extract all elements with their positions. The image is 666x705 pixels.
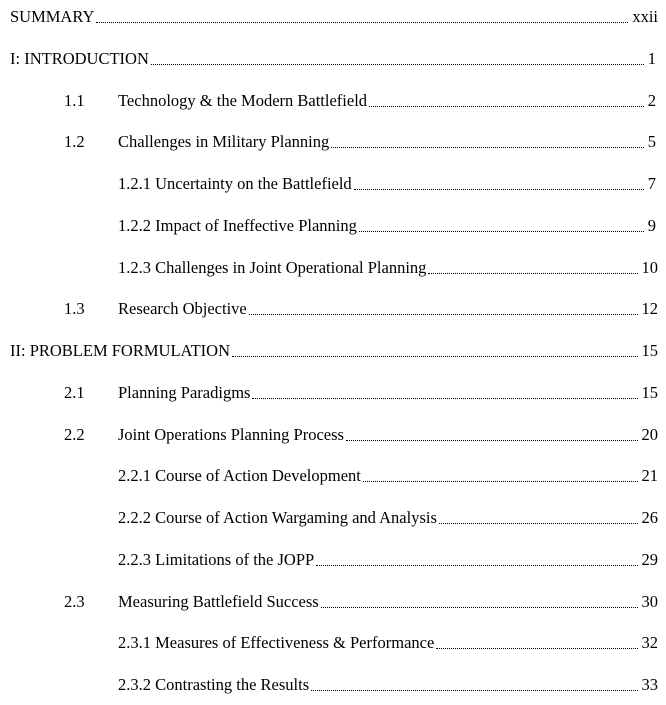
toc-entry-chapter-1[interactable] <box>0 48 666 70</box>
dot-leader <box>436 632 639 654</box>
dot-leader <box>151 48 646 70</box>
toc-entry-line <box>118 424 658 446</box>
toc-entry-page-number: 33 <box>641 675 658 694</box>
toc-entry-title: 1.2.2 Impact of Ineffective Planning <box>118 216 357 235</box>
dot-leader <box>249 298 640 320</box>
toc-entry-page-number: 20 <box>641 425 658 444</box>
toc-entry-subsection-2-2-3[interactable] <box>0 549 666 571</box>
toc-entry-line <box>118 465 658 487</box>
dot-leader <box>252 382 639 404</box>
toc-entry-line <box>118 173 656 195</box>
dot-leader <box>321 591 640 613</box>
toc-entry-title: SUMMARY <box>10 7 95 26</box>
dot-leader <box>439 507 640 529</box>
dot-leader <box>232 340 639 362</box>
toc-entry-title: 1.2.1 Uncertainty on the Battlefield <box>118 174 352 193</box>
toc-entry-page-number: 2 <box>647 91 656 110</box>
toc-entry-title: Measuring Battlefield Success <box>118 592 319 611</box>
toc-entry-line <box>118 591 658 613</box>
dot-leader <box>354 173 646 195</box>
toc-entry-page-number: 21 <box>641 466 658 485</box>
toc-entry-page-number: 15 <box>641 341 658 360</box>
toc-entry-title: Joint Operations Planning Process <box>118 425 344 444</box>
toc-entry-section-1-2[interactable] <box>0 131 666 153</box>
toc-entry-page-number: 26 <box>641 508 658 527</box>
toc-entry-line <box>118 90 656 112</box>
dot-leader <box>369 90 646 112</box>
toc-section-number: 2.1 <box>64 383 85 402</box>
toc-entry-page-number: xxii <box>632 7 658 26</box>
toc-entry-page-number: 9 <box>647 216 656 235</box>
dot-leader <box>346 424 640 446</box>
toc-entry-subsection-2-3-1[interactable] <box>0 632 666 654</box>
toc-entry-title: Challenges in Military Planning <box>118 132 330 151</box>
toc-entry-subsection-2-3-2[interactable] <box>0 674 666 696</box>
toc-entry-line <box>10 6 658 28</box>
toc-entry-chapter-2[interactable] <box>0 340 666 362</box>
toc-entry-line <box>118 131 656 153</box>
toc-entry-subsection-1-2-2[interactable] <box>0 215 666 237</box>
toc-entry-title: I: INTRODUCTION <box>10 49 149 68</box>
toc-entry-title: II: PROBLEM FORMULATION <box>10 341 231 360</box>
toc-entry-summary[interactable] <box>0 6 666 28</box>
toc-entry-title: Research Objective <box>118 299 247 318</box>
toc-entry-title: 1.2.3 Challenges in Joint Operational Planning <box>118 258 427 277</box>
toc-entry-title: Planning Paradigms <box>118 383 251 402</box>
toc-entry-title: 2.3.2 Contrasting the Results <box>118 675 310 694</box>
toc-entry-line <box>118 215 656 237</box>
toc-entry-page-number: 5 <box>647 132 656 151</box>
toc-section-number: 2.3 <box>64 592 85 611</box>
toc-entry-page-number: 32 <box>641 633 658 652</box>
toc-section-number: 2.2 <box>64 425 85 444</box>
toc-entry-title: 2.3.1 Measures of Effectiveness & Performance <box>118 633 435 652</box>
dot-leader <box>428 257 639 279</box>
toc-entry-subsection-1-2-1[interactable] <box>0 173 666 195</box>
toc-entry-subsection-2-2-1[interactable] <box>0 465 666 487</box>
toc-entry-line <box>118 632 658 654</box>
toc-entry-page-number: 12 <box>641 299 658 318</box>
toc-entry-subsection-1-2-3[interactable] <box>0 257 666 279</box>
toc-entry-line <box>10 340 658 362</box>
toc-section-number: 1.3 <box>64 299 85 318</box>
toc-entry-line <box>118 382 658 404</box>
toc-entry-line <box>10 48 656 70</box>
toc-entry-page-number: 29 <box>641 550 658 569</box>
toc-entry-line <box>118 257 658 279</box>
toc-entry-page-number: 10 <box>641 258 658 277</box>
dot-leader <box>316 549 639 571</box>
dot-leader <box>96 6 630 28</box>
toc-entry-title: 2.2.1 Course of Action Development <box>118 466 361 485</box>
toc-entry-page-number: 15 <box>641 383 658 402</box>
toc-entry-title: Technology & the Modern Battlefield <box>118 91 368 110</box>
dot-leader <box>359 215 646 237</box>
toc-entry-page-number: 7 <box>647 174 656 193</box>
dot-leader <box>311 674 639 696</box>
toc-entry-section-2-3[interactable] <box>0 591 666 613</box>
dot-leader <box>331 131 645 153</box>
toc-section-number: 1.1 <box>64 91 85 110</box>
toc-entry-line <box>118 674 658 696</box>
toc-entry-section-2-2[interactable] <box>0 424 666 446</box>
toc-entry-page-number: 1 <box>647 49 656 68</box>
toc-entry-line <box>118 298 658 320</box>
toc-entry-line <box>118 549 658 571</box>
toc-entry-line <box>118 507 658 529</box>
toc-entry-subsection-2-2-2[interactable] <box>0 507 666 529</box>
toc-entry-page-number: 30 <box>641 592 658 611</box>
toc-entry-section-1-3[interactable] <box>0 298 666 320</box>
toc-entry-title: 2.2.3 Limitations of the JOPP <box>118 550 315 569</box>
toc-entry-section-2-1[interactable] <box>0 382 666 404</box>
toc-section-number: 1.2 <box>64 132 85 151</box>
toc-entry-title: 2.2.2 Course of Action Wargaming and Analysis <box>118 508 437 527</box>
toc-entry-section-1-1[interactable] <box>0 90 666 112</box>
dot-leader <box>363 465 640 487</box>
